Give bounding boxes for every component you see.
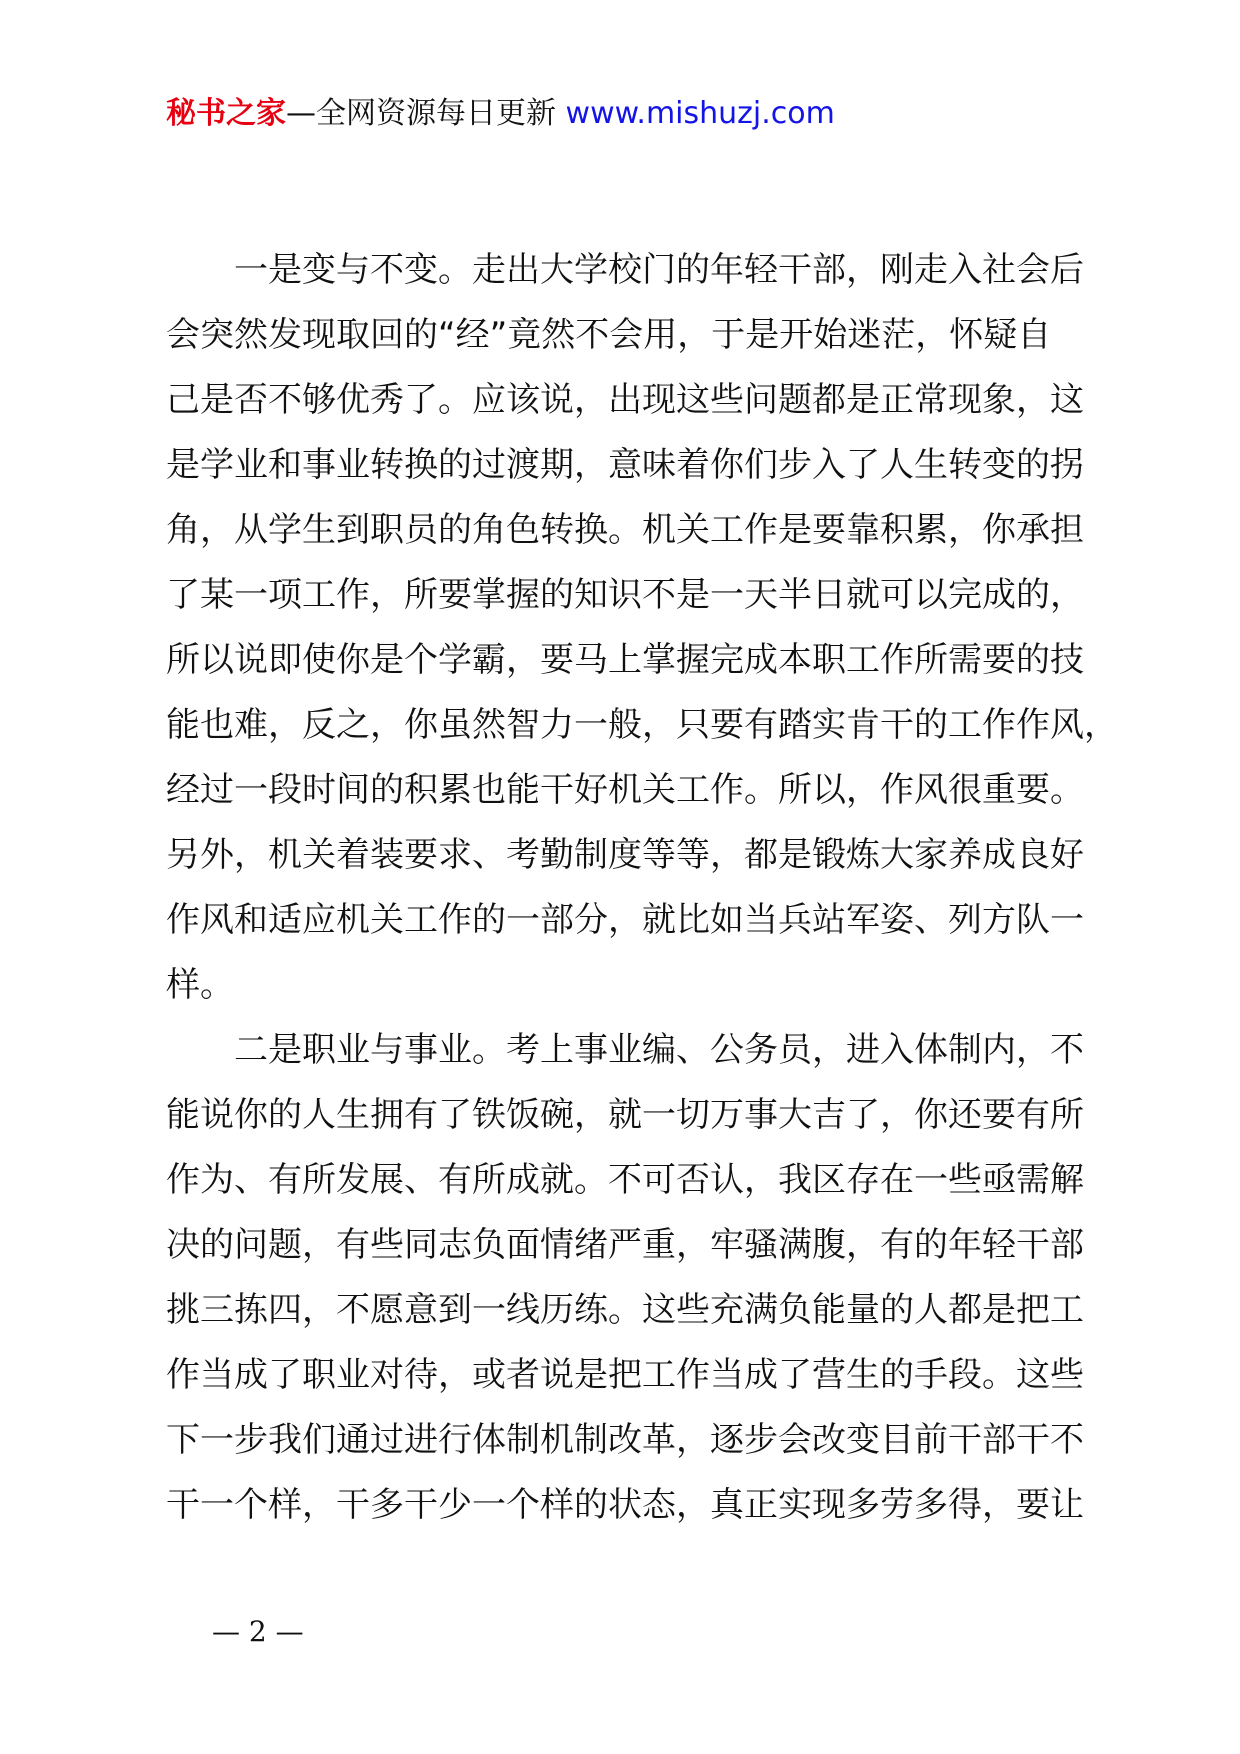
paragraph-1-line-2: 会突然发现取回的“经”竟然不会用，于是开始迷茫，怀疑自 <box>166 315 1052 355</box>
paragraph-2-line-4: 决的问题，有些同志负面情绪严重，牢骚满腹，有的年轻干部 <box>166 1225 1084 1265</box>
paragraph-1-line-4: 是学业和事业转换的过渡期，意味着你们步入了人生转变的拐 <box>166 445 1084 485</box>
site-url-link[interactable]: www.mishuzj.com <box>565 96 835 131</box>
paragraph-2-line-6: 作当成了职业对待，或者说是把工作当成了营生的手段。这些 <box>166 1355 1084 1395</box>
site-tagline: —全网资源每日更新 <box>286 96 566 131</box>
paragraph-1-line-9: 经过一段时间的积累也能干好机关工作。所以，作风很重要。 <box>166 770 1084 810</box>
paragraph-2-line-3: 作为、有所发展、有所成就。不可否认，我区存在一些亟需解 <box>166 1160 1084 1200</box>
paragraph-1-line-8: 能也难，反之，你虽然智力一般，只要有踏实肯干的工作作风， <box>166 705 1118 745</box>
paragraph-1-line-5: 角，从学生到职员的角色转换。机关工作是要靠积累，你承担 <box>166 510 1084 550</box>
paragraph-2-line-5: 挑三拣四，不愿意到一线历练。这些充满负能量的人都是把工 <box>166 1290 1084 1330</box>
document-body <box>166 238 1124 1538</box>
paragraph-1-line-12: 样。 <box>166 965 234 1005</box>
paragraph-2-line-8: 干一个样，干多干少一个样的状态，真正实现多劳多得，要让 <box>166 1485 1084 1525</box>
paragraph-2-line-2: 能说你的人生拥有了铁饭碗，就一切万事大吉了，你还要有所 <box>166 1095 1084 1135</box>
paragraph-1-line-1: 一是变与不变。走出大学校门的年轻干部，刚走入社会后 <box>234 250 1084 290</box>
page-number: — 2 — <box>212 1615 304 1648</box>
paragraph-2-line-7: 下一步我们通过进行体制机制改革，逐步会改变目前干部干不 <box>166 1420 1084 1460</box>
site-brand: 秘书之家 <box>166 96 286 131</box>
paragraph-1-line-10: 另外，机关着装要求、考勤制度等等，都是锻炼大家养成良好 <box>166 835 1084 875</box>
paragraph-2-line-1: 二是职业与事业。考上事业编、公务员，进入体制内，不 <box>234 1030 1084 1070</box>
paragraph-1-line-7: 所以说即使你是个学霸，要马上掌握完成本职工作所需要的技 <box>166 640 1084 680</box>
site-header <box>166 92 835 136</box>
paragraph-1-line-3: 己是否不够优秀了。应该说，出现这些问题都是正常现象，这 <box>166 380 1084 420</box>
paragraph-1-line-6: 了某一项工作，所要掌握的知识不是一天半日就可以完成的， <box>166 575 1084 615</box>
paragraph-1-line-11: 作风和适应机关工作的一部分，就比如当兵站军姿、列方队一 <box>166 900 1084 940</box>
